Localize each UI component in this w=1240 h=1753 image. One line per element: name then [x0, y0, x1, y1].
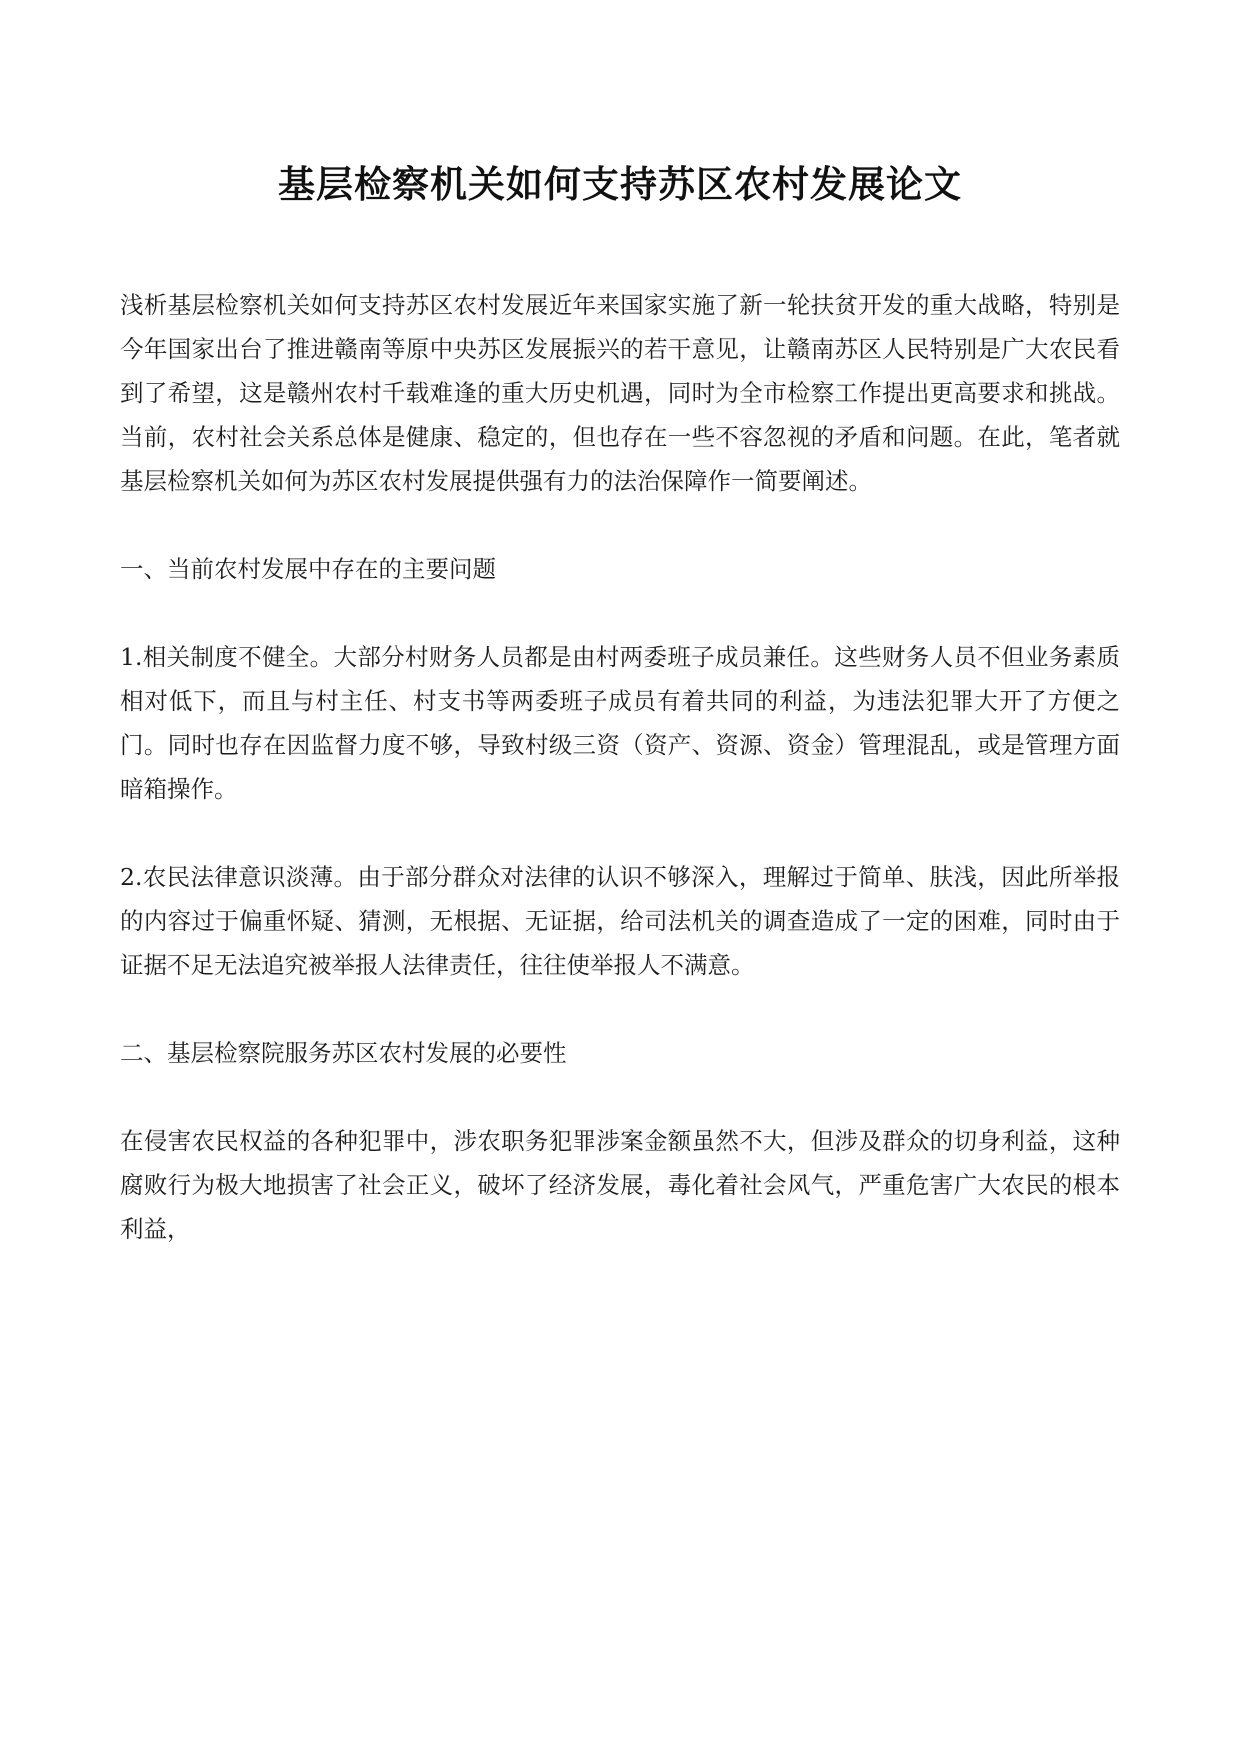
section-heading-2: 二、基层检察院服务苏区农村发展的必要性 — [120, 1039, 567, 1067]
problem-paragraph-1: 1.相关制度不健全。大部分村财务人员都是由村两委班子成员兼任。这些财务人员不但业务素质相对低下，而且与村主任、村支书等两委班子成员有着共同的利益，为违法犯罪大开了方便之门。同时也存在因监督力度不够，导致村级三资（资产、资源、资金）管理混乱，或是管理方面暗箱操作。 — [120, 643, 1120, 803]
section-heading-1: 一、当前农村发展中存在的主要问题 — [120, 555, 496, 583]
intro-paragraph: 浅析基层检察机关如何支持苏区农村发展近年来国家实施了新一轮扶贫开发的重大战略，特别是今年国家出台了推进赣南等原中央苏区发展振兴的若干意见，让赣南苏区人民特别是广大农民看到了希望，这是赣州农村千载难逢的重大历史机遇，同时为全市检察工作提出更高要求和挑战。当前，农村社会关系总体是健康、稳定的，但也存在一些不容忽视的矛盾和问题。在此，笔者就基层检察机关如何为苏区农村发展提供强有力的法治保障作一简要阐述。 — [120, 291, 1120, 495]
document-title: 基层检察机关如何支持苏区农村发展论文 — [278, 162, 962, 206]
document-body — [120, 283, 1120, 1295]
necessity-paragraph: 在侵害农民权益的各种犯罪中，涉农职务犯罪涉案金额虽然不大，但涉及群众的切身利益，这种腐败行为极大地损害了社会正义，破坏了经济发展，毒化着社会风气，严重危害广大农民的根本利益， — [120, 1127, 1120, 1243]
problem-paragraph-2: 2.农民法律意识淡薄。由于部分群众对法律的认识不够深入，理解过于简单、肤浅，因此所举报的内容过于偏重怀疑、猜测，无根据、无证据，给司法机关的调查造成了一定的困难，同时由于证据不足无法追究被举报人法律责任，往往使举报人不满意。 — [120, 863, 1120, 979]
